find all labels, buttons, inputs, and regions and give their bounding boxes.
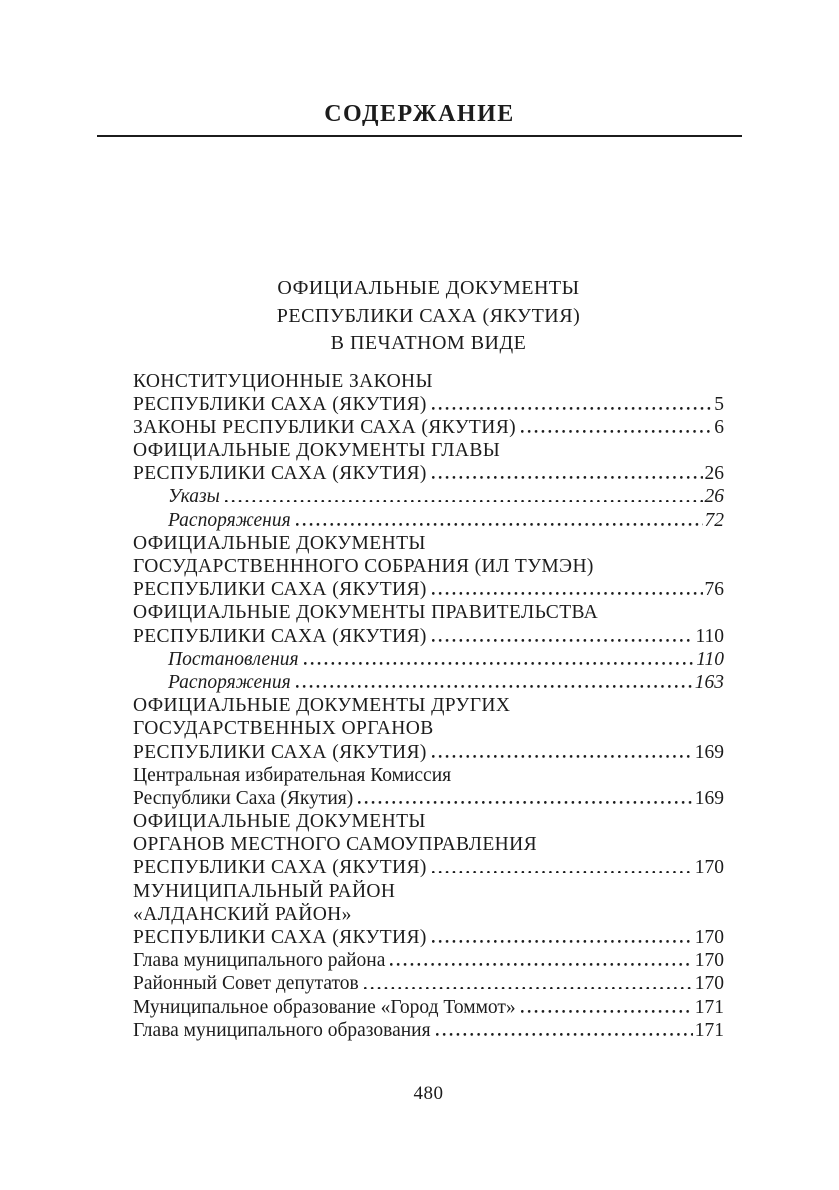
toc-entry-page: 170 [694,857,724,879]
toc-entry-text: КОНСТИТУЦИОННЫЕ ЗАКОНЫ [133,370,433,392]
toc-leader-dots [429,398,712,410]
toc-entry-text: ОФИЦИАЛЬНЫЕ ДОКУМЕНТЫ ДРУГИХ [133,695,511,717]
toc-entry [133,579,724,602]
header-divider-line [97,135,742,137]
toc-entry-text: РЕСПУБЛИКИ САХА (ЯКУТИЯ) [133,463,427,485]
subtitle-line-1: ОФИЦИАЛЬНЫЕ ДОКУМЕНТЫ [277,277,580,299]
toc-entry-text: Районный Совет депутатов [133,973,359,995]
toc-entry [133,626,724,649]
toc-entry-page: 26 [704,463,724,485]
toc-entry-text: Распоряжения [168,671,291,693]
toc-entry-text: Глава муниципального района [133,950,386,972]
toc-entry-text: Республики Саха (Якутия) [133,787,354,809]
toc-entry-page: 170 [694,973,724,995]
toc-leader-dots [293,514,703,526]
section-subtitle [133,275,724,358]
toc-entry [133,695,724,718]
toc-entry-text: Муниципальное образование «Город Томмот» [133,996,516,1018]
toc-entry-page: 169 [694,787,724,809]
toc-entry-page: 163 [694,671,724,693]
toc-entry-text: ОФИЦИАЛЬНЫЕ ДОКУМЕНТЫ [133,811,426,833]
page-title: СОДЕРЖАНИЕ [324,101,515,127]
toc-leader-dots [518,421,712,433]
toc-leader-dots [387,954,692,966]
subtitle-line-2: РЕСПУБЛИКИ САХА (ЯКУТИЯ) [276,304,581,327]
toc-entry-text: ОФИЦИАЛЬНЫЕ ДОКУМЕНТЫ ГЛАВЫ [133,440,501,462]
toc-entry-text: Глава муниципального образования [133,1019,431,1041]
toc-entry-page: 110 [696,648,724,670]
toc-leader-dots [301,653,695,665]
toc-entry [133,371,724,394]
toc-entry [133,904,724,927]
toc-entry-text: ГОСУДАРСТВЕНННОГО СОБРАНИЯ (ИЛ ТУМЭН) [133,556,594,577]
toc-entry-text: ОФИЦИАЛЬНЫЕ ДОКУМЕНТЫ ПРАВИТЕЛЬСТВА [133,602,599,624]
toc-entry [133,834,724,857]
toc-entry-text: РЕСПУБЛИКИ САХА (ЯКУТИЯ) [133,857,427,879]
toc-entry [133,649,724,672]
toc-leader-dots [518,1001,693,1013]
toc-leader-dots [429,630,694,642]
toc-entry [133,788,724,811]
toc-leader-dots [429,583,703,595]
toc-entry-text: ЗАКОНЫ РЕСПУБЛИКИ САХА (ЯКУТИЯ) [133,416,517,438]
toc-entry [133,672,724,695]
toc-entry-text: МУНИЦИПАЛЬНЫЙ РАЙОН [133,880,396,902]
toc-entry-page: 6 [714,416,724,438]
toc-entry [133,950,724,973]
toc-entry [133,881,724,904]
toc-entry [133,1020,724,1043]
toc-entry-text: Указы [168,486,220,508]
toc-entry-text: ОРГАНОВ МЕСТНОГО САМОУПРАВЛЕНИЯ [133,834,538,856]
toc-entry [133,463,724,486]
toc-entry-page: 76 [704,579,724,601]
toc-entry [133,440,724,463]
toc-leader-dots [429,861,693,873]
toc-entry-page: 171 [694,996,724,1018]
toc-entry [133,533,724,556]
toc-entry [133,997,724,1020]
toc-entry-page: 170 [694,950,724,972]
toc-entry-text: РЕСПУБЛИКИ САХА (ЯКУТИЯ) [133,927,427,948]
toc-leader-dots [429,746,693,758]
toc-entry [133,857,724,880]
table-of-contents [133,371,724,1043]
toc-entry [133,602,724,625]
toc-entry-page: 169 [694,741,724,763]
toc-entry-page: 5 [714,393,724,415]
toc-leader-dots [429,467,703,479]
toc-entry-text: Постановления [168,648,299,670]
toc-entry-text: РЕСПУБЛИКИ САХА (ЯКУТИЯ) [133,393,427,415]
toc-entry [133,973,724,996]
toc-leader-dots [355,792,692,804]
toc-entry-text: РЕСПУБЛИКИ САХА (ЯКУТИЯ) [133,741,427,763]
toc-entry-page: 110 [695,625,724,647]
toc-entry-page: 26 [704,486,724,508]
toc-entry [133,417,724,440]
toc-entry-text: ОФИЦИАЛЬНЫЕ ДОКУМЕНТЫ [133,532,426,554]
toc-entry [133,765,724,788]
toc-leader-dots [361,977,693,989]
footer-page-number: 480 [413,1083,444,1104]
toc-entry [133,811,724,834]
toc-entry-text: РЕСПУБЛИКИ САХА (ЯКУТИЯ) [133,579,427,601]
toc-entry-text: РЕСПУБЛИКИ САХА (ЯКУТИЯ) [133,625,427,647]
toc-entry-text: ГОСУДАРСТВЕННЫХ ОРГАНОВ [133,718,434,740]
toc-entry [133,927,724,950]
toc-leader-dots [429,931,693,943]
toc-entry [133,510,724,533]
subtitle-line-3: В ПЕЧАТНОМ ВИДЕ [330,332,527,354]
toc-entry [133,742,724,765]
toc-entry-text: Распоряжения [168,509,291,531]
toc-entry-page: 72 [704,509,724,531]
toc-entry [133,486,724,509]
toc-entry-text: «АЛДАНСКИЙ РАЙОН» [133,903,352,925]
toc-entry [133,718,724,741]
toc-entry-page: 171 [694,1019,724,1041]
toc-entry [133,394,724,417]
toc-entry-text: Центральная избирательная Комиссия [133,764,452,786]
toc-leader-dots [433,1024,693,1036]
toc-entry [133,556,724,579]
toc-entry-page: 170 [694,927,724,948]
toc-leader-dots [222,490,703,502]
toc-leader-dots [293,676,693,688]
